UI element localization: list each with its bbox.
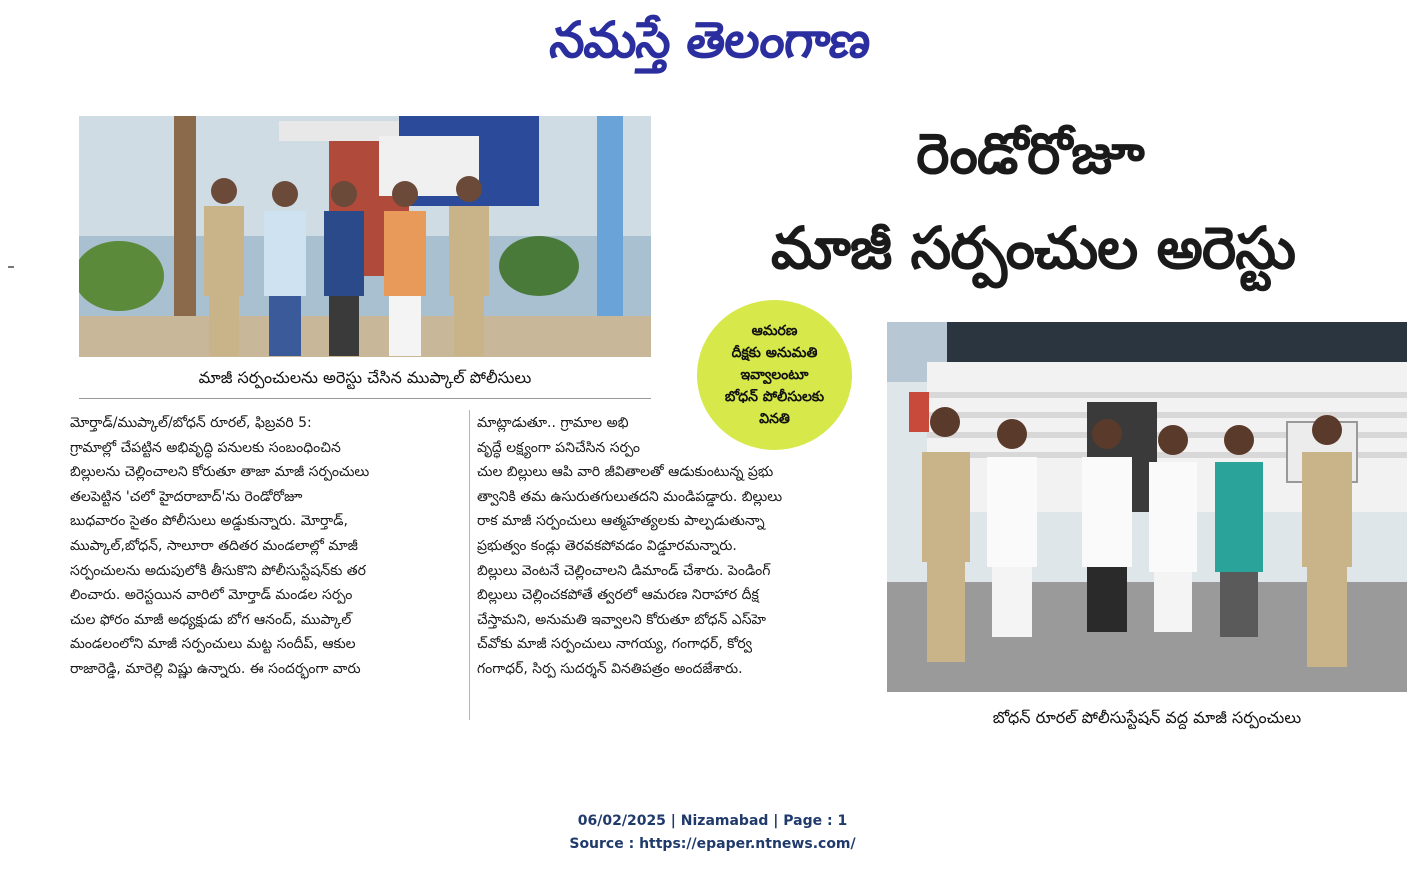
photo-caption-left: మాజీ సర్పంచులను అరెస్టు చేసిన ముప్కాల్ పోలీసులు	[198, 368, 532, 387]
footer-date-edition: 06/02/2025 | Nizamabad | Page : 1	[577, 813, 848, 829]
headline-line-1: రెండోరోజూ	[916, 122, 1144, 187]
bubble-line: బోధన్ పోలీసులకు	[724, 389, 825, 405]
photo-bodhan-station	[887, 322, 1407, 692]
bubble-line: వినతి	[759, 411, 790, 427]
bubble-line: ఇవ్వాలంటూ	[740, 367, 809, 383]
photo-arrest-muppkal-image	[79, 116, 651, 357]
article-line: మాట్లాడుతూ.. గ్రామాల అభి	[477, 415, 629, 431]
photo-arrest-muppkal	[79, 116, 651, 357]
footer-source-link[interactable]: Source : https://epaper.ntnews.com/	[569, 836, 856, 852]
article-line: వృద్ధే లక్ష్యంగా పనిచేసిన సర్పం	[477, 439, 641, 456]
article-line: చేస్తామని, అనుమతి ఇవ్వాలని కోరుతూ బోధన్ ఎస్‌హె	[477, 611, 767, 628]
article-line: బుధవారం సైతం పోలీసులు అడ్డుకున్నారు. మోర్తాడ్,	[70, 513, 348, 530]
headline-line-2: మాజీ సర్పంచుల అరెస్టు	[770, 214, 1296, 282]
column-divider	[469, 410, 470, 720]
article-line: చ్‌వోకు మాజీ సర్పంచులు నాగయ్య, గంగాధర్, కోర్వ	[477, 636, 753, 653]
article-column-2	[477, 411, 862, 682]
article-line: త్వానికి తమ ఉసురుతగులుతదని మండిపడ్డారు. బిల్లులు	[477, 488, 783, 505]
article-column-1	[70, 411, 462, 682]
masthead-logo: నమస్తే తెలంగాణ	[547, 11, 873, 69]
scan-mark	[8, 266, 14, 268]
article-line: ముప్కాల్,బోధన్, సాలూరా తదితర మండలాల్లో మాజీ	[70, 537, 358, 554]
article-line: చుల బిల్లులు ఆపి వారి జీవితాలతో ఆడుకుంటున్న ప్రభు	[477, 464, 774, 481]
article-line: బిల్లులు చెల్లించకపోతే త్వరలో ఆమరణ నిరాహార దీక్ష	[477, 587, 759, 604]
article-line: మోర్తాడ్/ముప్కాల్/బోధన్ రూరల్, ఫిబ్రవరి 5:	[70, 415, 312, 431]
article-line: గ్రామాల్లో చేపట్టిన అభివృద్ధి పనులకు సంబంధించిన	[70, 439, 341, 456]
article-line: సర్పంచులను అదుపులోకి తీసుకొని పోలీసుస్టేషన్‌కు తర	[70, 562, 366, 579]
article-line: బిల్లులను చెల్లించాలని కోరుతూ తాజా మాజీ సర్పంచులు	[70, 464, 370, 481]
article-line: రాజారెడ్డి, మారెల్లి విష్ణు ఉన్నారు. ఈ సందర్భంగా వారు	[70, 660, 361, 677]
article-line: ప్రభుత్వం కండ్లు తెరవకపోవడం విడ్డూరమన్నారు.	[477, 537, 737, 554]
photo-bodhan-station-image	[887, 322, 1407, 692]
article-line: చుల ఫోరం మాజీ అధ్యక్షుడు బోగ ఆనంద్, ముప్కాల్	[70, 611, 352, 628]
article-line: గంగాధర్, సిర్ప సుదర్శన్ వినతిపత్రం అందజేశారు.	[477, 660, 743, 677]
bubble-line: ఆమరణ	[751, 323, 798, 339]
caption-divider	[79, 398, 651, 399]
article-line: తలపెట్టిన 'చలో హైదరాబాద్'ను రెండోరోజూ	[70, 488, 303, 505]
article-line: బిల్లులు వెంటనే చెల్లించాలని డిమాండ్ చేశారు. పెండింగ్	[477, 562, 771, 579]
article-line: రాక మాజీ సర్పంచులు ఆత్మహత్యలకు పాల్పడుతున్నా	[477, 513, 765, 530]
article-line: మండలంలోని మాజీ సర్పంచులు మట్ట సందీప్, ఆకుల	[70, 636, 356, 653]
bubble-line: దీక్షకు అనుమతి	[731, 345, 818, 361]
article-line: లించారు. అరెస్టయిన వారిలో మోర్తాడ్ మండల సర్పం	[70, 587, 353, 604]
photo-caption-right: బోధన్ రూరల్ పోలీసుస్టేషన్ వద్ద మాజీ సర్పంచులు	[992, 708, 1302, 727]
